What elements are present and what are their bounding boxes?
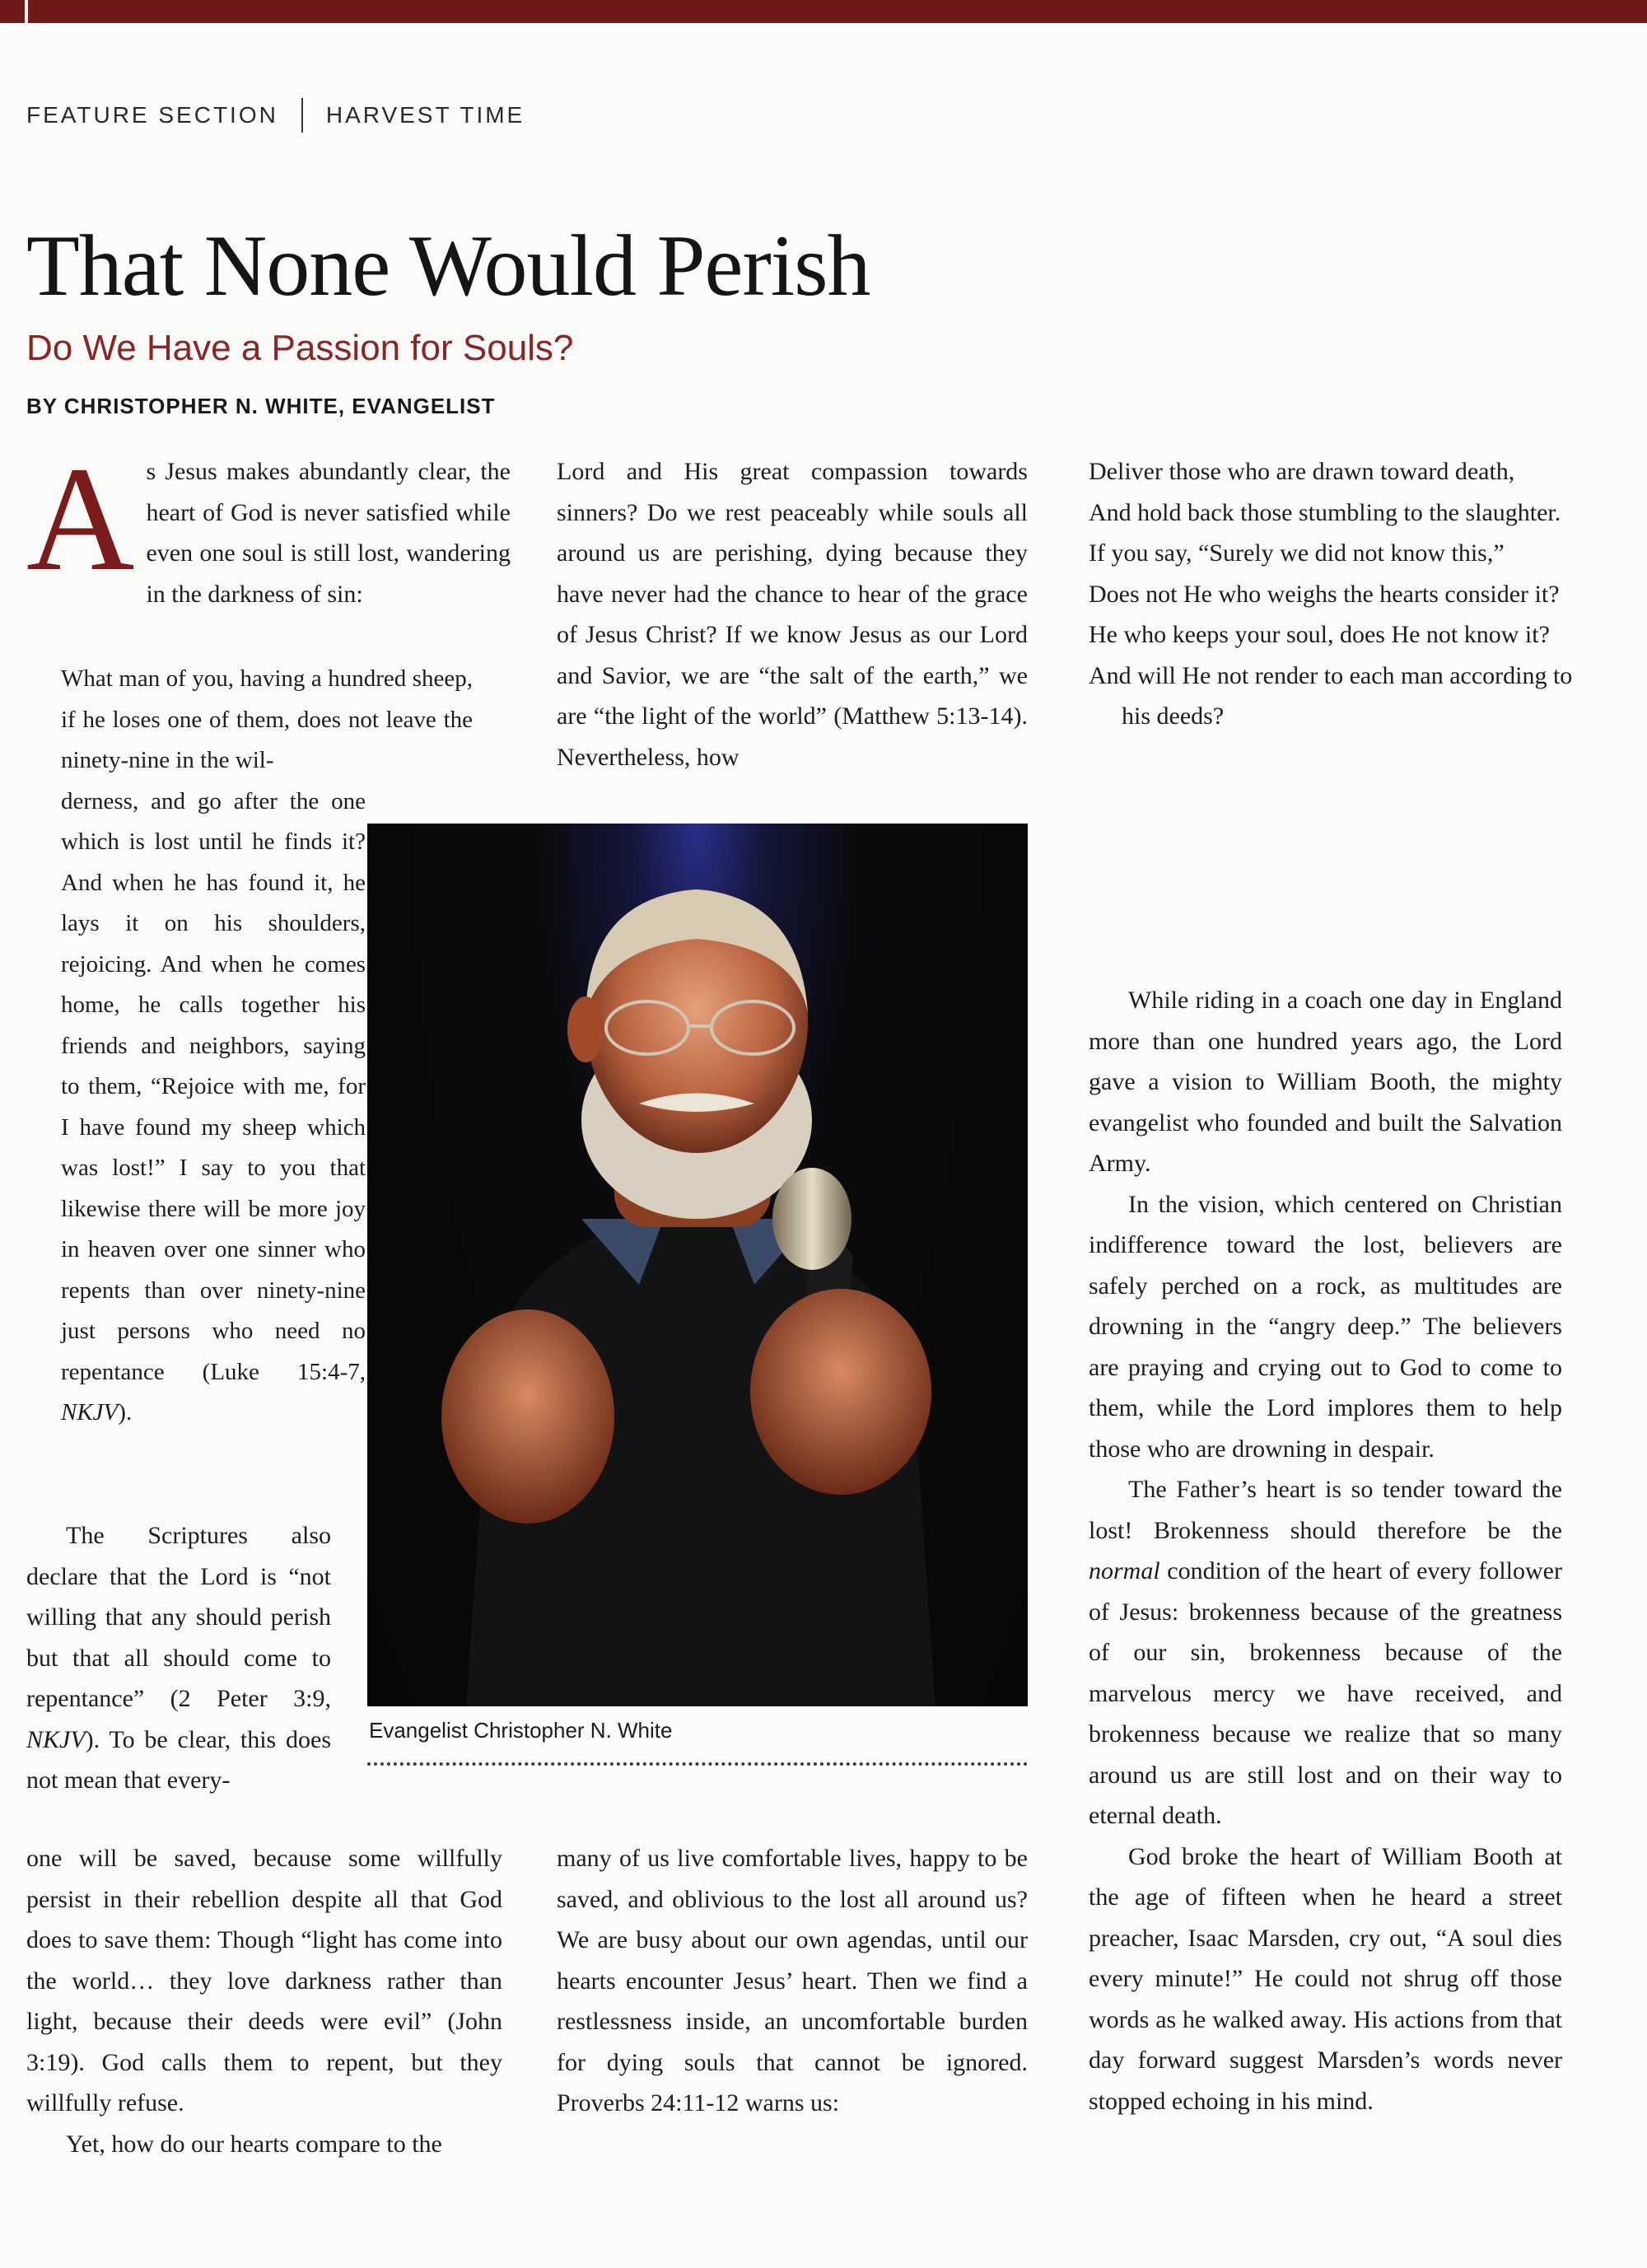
scripture-paragraph-text [26,1515,331,1801]
column1-bottom [26,1838,502,2164]
top-color-bar [0,0,1647,23]
photo-illustration [367,824,1028,1706]
byline: BY CHRISTOPHER N. WHITE, EVANGELIST [26,394,496,418]
brokenness-text: The Father’s heart is so tender toward the lost! Brokenness should therefore be the [1089,1476,1562,1544]
photo-caption: Evangelist Christopher N. White [369,1718,673,1743]
column3-body [1089,980,1562,2121]
header-divider [301,98,303,133]
column2-bottom-text: many of us live comfortable lives, happy to be saved, and oblivious to the lost all around us? We are busy about our own agendas, until our hearts encounter Jesus’ heart. Then we find a restlessness inside, an uncomfortable burden for dying souls that cannot be ignored. Proverbs 24:11-12 warns us: [557,1845,1028,2116]
verse-line: If you say, “Surely we did not know this,” [1089,539,1505,567]
verse-line: Deliver those who are drawn toward death, [1089,458,1515,485]
column2-top-text: Lord and His great compassion towards sinners? Do we rest peaceably while souls all around us are perishing, dying because they have never had the chance to hear of the grace of Jesus Christ? If we know Jesus as our Lord and Savior, we are “the salt of the earth,” we are “the light of the world” (Matthew 5:13-14). Nevertheless, how [557,458,1028,771]
vision-paragraph: In the vision, which centered on Christian indifference toward the lost, believers are safely perched on a rock, as multitudes are drowning in the “angry deep.” The believers are praying and crying out to God to come to them, while the Lord implores them to help those who are drowning in despair. [1089,1190,1562,1463]
column2-bottom [557,1838,1028,2124]
quote-rest [61,782,366,1434]
section-label: FEATURE SECTION [26,102,278,128]
booth-paragraph: While riding in a coach one day in England more than one hundred years ago, the Lord gave a vision to William Booth, the mighty evangelist who founded and built the Salvation Army. [1089,987,1562,1177]
para2-text-end: ). To be clear, this does not mean that every- [26,1725,331,1794]
emphasis-normal: normal [1089,1557,1160,1584]
verse-line: And hold back those stumbling to the slaughter. [1089,498,1561,526]
verse-line: He who keeps your soul, does He not know it? [1089,621,1550,648]
evangelist-photo [367,824,1028,1706]
drop-cap: A [26,436,135,602]
brokenness-paragraph [1089,1469,1562,1836]
top-bar-marker [25,0,28,23]
proverbs-quote [1089,451,1583,737]
quote-rest-text: derness, and go after the one which is lost until he finds it? And when he has found it, he lays it on his shoulders, rejoicing. And when he comes home, he calls together his friends and neighbors, saying to them, “Rejoice with me, for I have found my sheep which was lost!” I say to you that likewise there will be more joy in heaven over one sinner who repents than over ninety-nine just persons who need no repentance (Luke 15:4-7, [61,787,366,1385]
column2-top [557,451,1028,777]
verse-line: And will He not render to each man according to his deeds? [1089,661,1573,730]
para3: Yet, how do our hearts compare to the [66,2130,442,2158]
quote-end: ). [118,1399,133,1426]
scripture-paragraph [26,1515,331,1801]
brokenness-text-end: condition of the heart of every follower of Jesus: brokenness because of the greatness of our sin, brokenness because of the marvelous mercy we have received, and brokenness because we realize that so many around us are still lost and on their way to eternal death. [1089,1557,1562,1829]
marsden-paragraph: God broke the heart of William Booth at the age of fifteen when he heard a street preacher, Isaac Marsden, cry out, “A soul dies every minute!” He could not shrug off those words as he walked away. His actions from that day forward suggest Marsden’s words never stopped echoing in his mind. [1089,1842,1562,2115]
section-header [26,99,525,132]
caption-rule [367,1762,1028,1766]
quote-ref: NKJV [61,1399,119,1426]
intro-text: s Jesus makes abundantly clear, the heart of God is never satisfied while even one soul is still lost, wandering in the darkness of sin: [146,458,511,608]
para2-text: The Scriptures also declare that the Lord is “not willing that any should perish but that all should come to repentance” (2 Peter 3:9, [26,1522,331,1712]
intro-paragraph [26,436,511,614]
verse-line: Does not He who weighs the hearts consider it? [1089,580,1560,608]
quote-top: What man of you, having a hundred sheep, if he loses one of them, does not leave the ninety-nine in the wil- [61,665,473,773]
section-topic: HARVEST TIME [325,102,525,128]
article-subtitle: Do We Have a Passion for Souls? [26,328,574,368]
para2-ref: NKJV [26,1725,86,1753]
para2-continued: one will be saved, because some willfully persist in their rebellion despite all that God does to save them: Though “light has come into the world… they love darkness rather than light, because their deeds were evil” (John 3:19). God calls them to repent, but they willfully refuse. [26,1845,502,2116]
article-title: That None Would Perish [26,217,870,314]
